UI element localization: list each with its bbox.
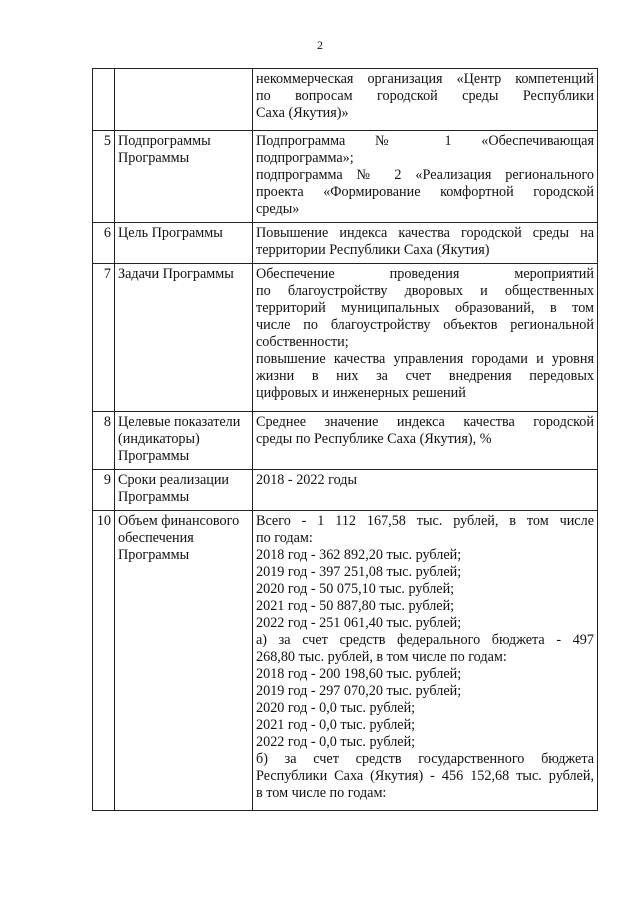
row-name: Задачи Программы [115,264,253,412]
value-line: 2020 год - 0,0 тыс. рублей; [256,700,416,716]
value-line: числе по благоустройству объектов региональной [256,317,594,333]
value-line: среды по Республике Саха (Якутия), % [256,431,492,447]
row-value [253,264,598,412]
value-line: 2022 год - 251 061,40 тыс. рублей; [256,615,462,631]
value-line: в том числе по годам: [256,785,387,801]
row-name [115,69,253,131]
row-number: 9 [93,470,115,511]
value-line: 2018 год - 362 892,20 тыс. рублей; [256,547,462,563]
value-line: повышение качества управления городами и уровня [256,351,594,367]
value-line: территории Республики Саха (Якутия) [256,242,490,258]
page-number: 2 [317,38,323,52]
value-line: а) за счет средств федерального бюджета - 497 [256,632,594,648]
value-line: 2020 год - 50 075,10 тыс. рублей; [256,581,455,597]
table-row [93,470,598,511]
value-line: Повышение индекса качества городской среды на [256,225,594,241]
value-line: Всего - 1 112 167,58 тыс. рублей, в том числе [256,513,594,529]
row-value [253,511,598,811]
table-row [93,412,598,470]
row-value [253,223,598,264]
value-line: 2021 год - 0,0 тыс. рублей; [256,717,416,733]
value-line: по вопросам городской среды Республики [256,88,594,104]
value-line: территорий муниципальных образований, в том [256,300,594,316]
row-number: 8 [93,412,115,470]
value-line: 2018 год - 200 198,60 тыс. рублей; [256,666,462,682]
value-line: 2019 год - 297 070,20 тыс. рублей; [256,683,462,699]
value-line: по годам: [256,530,313,546]
value-line: 2019 год - 397 251,08 тыс. рублей; [256,564,462,580]
value-line: некоммерческая организация «Центр компетенций [256,71,594,87]
row-name: Целевые показатели (индикаторы) Программы [115,412,253,470]
value-line: Саха (Якутия)» [256,105,349,121]
row-value [253,412,598,470]
value-line: по благоустройству дворовых и общественных [256,283,594,299]
value-line: собственности; [256,334,349,350]
row-number: 6 [93,223,115,264]
table-row [93,131,598,223]
table-row [93,69,598,131]
row-name: Объем финансового обеспечения Программы [115,511,253,811]
value-line: б) за счет средств государственного бюджета [256,751,594,767]
value-line: жизни в них за счет внедрения передовых [256,368,594,384]
table-row [93,223,598,264]
table-row [93,511,598,811]
value-line: среды» [256,201,300,217]
table-row [93,264,598,412]
value-line: подпрограмма № 2 «Реализация регионального [256,167,594,183]
value-line: Среднее значение индекса качества городской [256,414,594,430]
row-value [253,69,598,131]
row-number [93,69,115,131]
value-line: проекта «Формирование комфортной городской [256,184,594,200]
value-line: 268,80 тыс. рублей, в том числе по годам: [256,649,507,665]
value-line: 2021 год - 50 887,80 тыс. рублей; [256,598,455,614]
value-line: подпрограмма»; [256,150,354,166]
value-line: 2018 - 2022 годы [256,472,358,488]
value-line: Обеспечение проведения мероприятий [256,266,594,282]
value-line: Подпрограмма № 1 «Обеспечивающая [256,133,594,149]
row-name: Сроки реализации Программы [115,470,253,511]
row-number: 10 [93,511,115,811]
table-body [93,69,598,811]
row-number: 7 [93,264,115,412]
row-name: Подпрограммы Программы [115,131,253,223]
row-value [253,131,598,223]
value-line: Республики Саха (Якутия) - 456 152,68 тыс. рублей, [256,768,594,784]
row-number: 5 [93,131,115,223]
row-value [253,470,598,511]
value-line: 2022 год - 0,0 тыс. рублей; [256,734,416,750]
program-passport-table [92,68,598,811]
value-line: цифровых и инженерных решений [256,385,466,401]
row-name: Цель Программы [115,223,253,264]
